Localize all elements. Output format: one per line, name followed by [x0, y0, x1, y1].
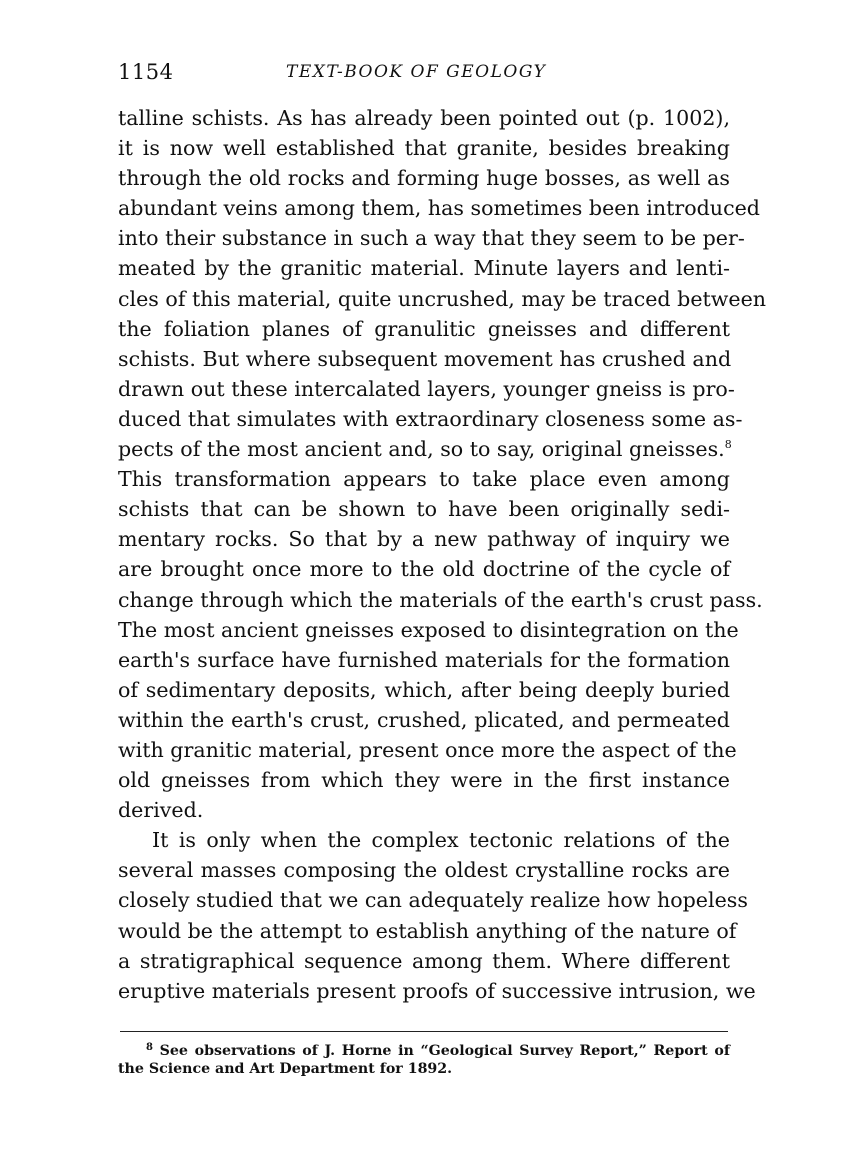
- text-line: This transformation appears to take place even among: [118, 467, 730, 492]
- text-line: would be the attempt to establish anything of the nature of: [118, 918, 737, 943]
- text-line: within the earth's crust, crushed, plicated, and permeated: [118, 707, 730, 732]
- paragraph-1: [118, 103, 767, 825]
- text-line: a stratigraphical sequence among them. Where different: [118, 948, 730, 973]
- text-line: earth's surface have furnished materials for the formation: [118, 647, 730, 672]
- footnote: [118, 1042, 730, 1078]
- paragraph-2: [118, 825, 756, 1006]
- footnote-marker: 8: [146, 1042, 153, 1053]
- text-line: old gneisses from which they were in the first instance: [118, 768, 730, 793]
- page-number: 1154: [118, 60, 174, 84]
- text-line: duced that simulates with extraordinary closeness some as-: [118, 406, 743, 431]
- footnote-divider: [120, 1031, 728, 1032]
- text-line: with granitic material, present once more the aspect of the: [118, 737, 737, 762]
- footnote-line: the Science and Art Department for 1892.: [118, 1061, 453, 1077]
- text-line: the foliation planes of granulitic gneisses and different: [118, 316, 730, 341]
- text-line: change through which the materials of the earth's crust pass.: [118, 587, 763, 612]
- text-line: several masses composing the oldest crystalline rocks are: [118, 858, 730, 883]
- text-line: mentary rocks. So that by a new pathway of inquiry we: [118, 527, 730, 552]
- text-line: closely studied that we can adequately realize how hopeless: [118, 888, 748, 913]
- body-text: [118, 103, 767, 1006]
- text-line: abundant veins among them, has sometimes been introduced: [118, 196, 760, 221]
- text-line: through the old rocks and forming huge bosses, as well as: [118, 166, 730, 191]
- text-line: derived.: [118, 798, 204, 823]
- text-line: talline schists. As has already been pointed out (p. 1002),: [118, 106, 730, 130]
- text-line: it is now well established that granite, besides breaking: [118, 136, 730, 161]
- text-line: eruptive materials present proofs of successive intrusion, we: [118, 978, 756, 1003]
- text-line: are brought once more to the old doctrine of the cycle of: [118, 557, 730, 582]
- text-line: schists. But where subsequent movement has crushed and: [118, 346, 732, 371]
- text-line: drawn out these intercalated layers, younger gneiss is pro-: [118, 376, 735, 401]
- text-line: meated by the granitic material. Minute layers and lenti-: [118, 256, 730, 281]
- text-line: cles of this material, quite uncrushed, may be traced between: [118, 286, 767, 311]
- running-title: TEXT-BOOK OF GEOLOGY: [286, 62, 547, 82]
- text-line: pects of the most ancient and, so to say, original gneisses.: [118, 437, 725, 462]
- text-line: schists that can be shown to have been originally sedi-: [118, 497, 730, 522]
- footnote-line: [118, 1042, 730, 1060]
- page-header: [118, 60, 730, 90]
- text-line: The most ancient gneisses exposed to disintegration on the: [118, 617, 739, 642]
- text-line-with-footnote-ref: [118, 434, 730, 464]
- text-line: It is only when the complex tectonic relations of the: [152, 828, 730, 853]
- text-line: of sedimentary deposits, which, after being deeply buried: [118, 677, 730, 702]
- footnote-reference: 8: [724, 438, 732, 452]
- footnote-text: See observations of J. Horne in “Geological Survey Report,” Report of: [159, 1043, 730, 1059]
- text-line: into their substance in such a way that they seem to be per-: [118, 226, 745, 251]
